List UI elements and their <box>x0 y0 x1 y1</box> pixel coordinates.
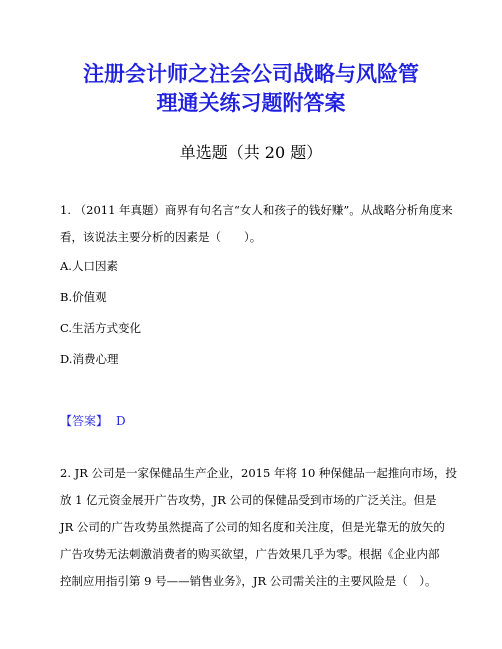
question-2-stem-line: 控制应用指引第 9 号——销售业务》，JR 公司需关注的主要风险是（ ）。 <box>60 574 437 588</box>
answer-label: 【答案】 <box>60 414 109 428</box>
question-1-answer <box>60 411 126 431</box>
question-2-stem-line: JR 公司的广告攻势虽然提高了公司的知名度和关注度，但是光靠无的放矢的 <box>60 520 445 534</box>
document-title-line-2: 理通关练习题附答案 <box>156 91 346 115</box>
question-2-stem-line: 放 1 亿元资金展开广告攻势，JR 公司的保健品受到市场的广泛关注。但是 <box>60 493 437 507</box>
question-1-stem-line-1: 1. （2011 年真题）商界有句名言“女人和孩子的钱好赚”。从战略分析角度来 <box>60 203 453 217</box>
question-2-stem-line: 广告攻势无法刺激消费者的购买欲望，广告效果几乎为零。根据《企业内部 <box>60 547 440 561</box>
question-1-option-b: B.价值观 <box>60 290 107 304</box>
document-title-line-1: 注册会计师之注会公司战略与风险管 <box>83 62 419 86</box>
question-1-option-d: D.消费心理 <box>60 352 119 366</box>
question-1-stem-line-2: 看，该说法主要分析的因素是（ ）。 <box>60 230 262 244</box>
answer-value: D <box>116 414 126 428</box>
section-heading: 单选题（共 20 题） <box>179 143 323 162</box>
question-1-option-c: C.生活方式变化 <box>60 321 142 335</box>
question-1-option-a: A.人口因素 <box>60 259 118 273</box>
question-2-stem-line: 2. JR 公司是一家保健品生产企业，2015 年将 10 种保健品一起推向市场，投 <box>60 466 457 480</box>
